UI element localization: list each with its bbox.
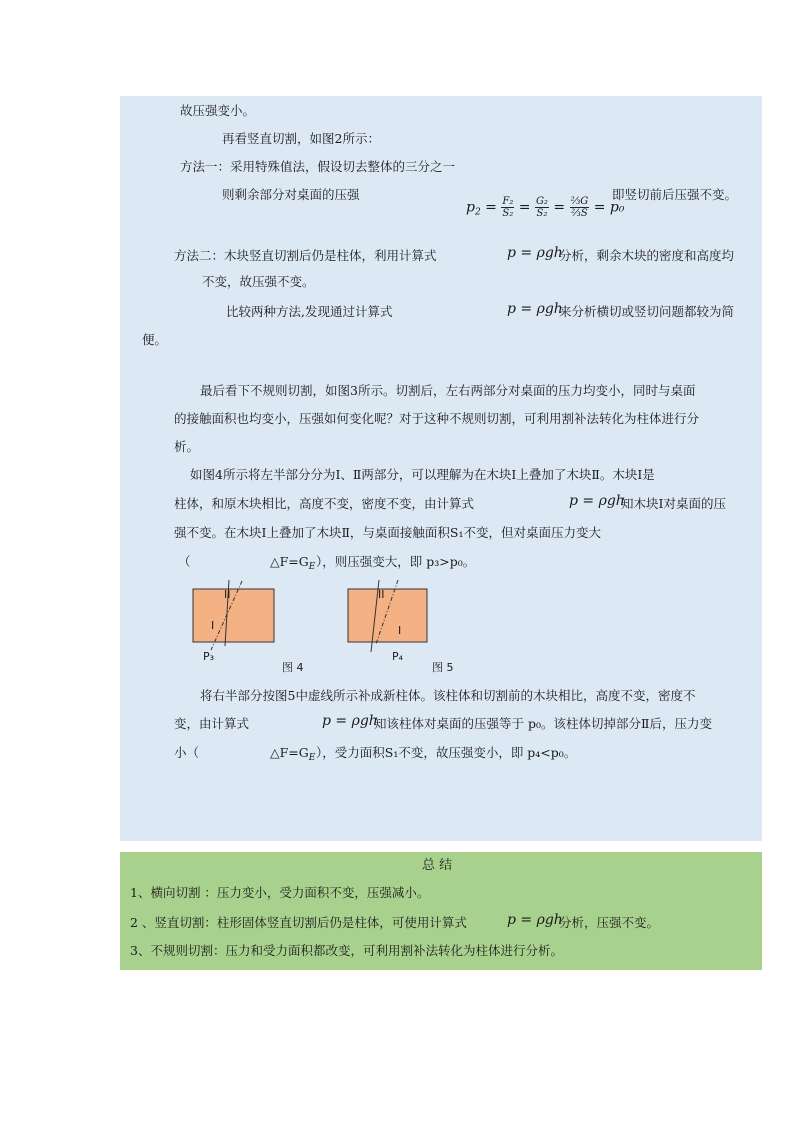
text-line: 方法二：木块竖直切割后仍是柱体，利用计算式: [174, 248, 437, 263]
label-p3: P₃: [203, 650, 215, 663]
text-line: 柱体，和原木块相比，高度不变，密度不变，由计算式: [174, 496, 475, 511]
block-fig5: [348, 589, 427, 642]
text-line: 故压强变小。: [180, 103, 256, 118]
figure-4-caption: 图 4: [282, 661, 304, 674]
formula-pgh: p = ρgℎ: [507, 912, 563, 928]
text-line: 即竖切前后压强不变。: [612, 187, 738, 202]
label-ii: II: [224, 588, 231, 601]
delta-f-expression: $\triangle F=G_E$: [270, 745, 316, 763]
text-line: 知该柱体对桌面的压强等于 p₀。该柱体切掉部分Ⅱ后，压力变: [374, 716, 712, 731]
text-line: 便。: [142, 332, 168, 347]
text-line: 将右半部分按图5中虚线所示补成新柱体。该柱体和切割前的木块相比，高度不变，密度不: [200, 688, 696, 703]
text-line: 小（: [174, 745, 200, 760]
text-line: 最后看下不规则切割，如图3所示。切割后，左右两部分对桌面的压力均变小，同时与桌面: [200, 383, 696, 398]
label-p4: P₄: [392, 650, 404, 663]
text-line: 方法一：采用特殊值法，假设切去整体的三分之一: [180, 159, 456, 174]
pressure-formula: $p_2$ = $\frac{\text{F₂}}{\text{S₂}}$ = $\frac{\text{G₂}}{\text{S₂}}$ = $\frac{\text{⅔G}}{\text{⅔S}}$ = p₀: [466, 196, 625, 219]
text-line: 知木块Ⅰ对桌面的压: [621, 496, 726, 511]
delta-f-expression: $\triangle F=G_E$: [270, 554, 316, 572]
text-line: 不变，故压强不变。: [202, 274, 315, 289]
summary-item: 1、横向切割 ：压力变小，受力面积不变，压强减小。: [130, 885, 430, 900]
summary-title: 总 结: [422, 858, 453, 873]
label-i: I: [398, 624, 402, 637]
text-line: 析。: [174, 439, 200, 454]
label-i: I: [211, 619, 215, 632]
text-line: 分析，剩余木块的密度和高度均: [559, 248, 735, 263]
text-line: ），则压强变大，即 p₃>p₀。: [316, 554, 476, 569]
text-line: 强不变。在木块Ⅰ上叠加了木块Ⅱ，与桌面接触面积S₁不变，但对桌面压力变大: [174, 525, 602, 540]
label-ii: II: [378, 588, 385, 601]
formula-pgh: p = ρgℎ: [507, 301, 563, 317]
text-line: 比较两种方法,发现通过计算式: [226, 304, 393, 319]
figure-5-caption: 图 5: [432, 661, 454, 674]
block-fig4: [193, 589, 274, 642]
text-line: 则剩余部分对桌面的压强: [222, 187, 360, 202]
text-line: （: [178, 554, 191, 569]
text-line: 的接触面积也均变小，压强如何变化呢？对于这种不规则切割，可利用割补法转化为柱体进行分: [174, 411, 700, 426]
formula-pgh: p = ρgh: [322, 713, 378, 729]
text-line: 再看竖直切割，如图2所示：: [222, 131, 380, 146]
summary-item: 分析，压强不变。: [559, 915, 660, 930]
text-line: ），受力面积S₁不变，故压强变小，即 p₄<p₀。: [316, 745, 577, 760]
text-line: 来分析横切或竖切问题都较为简: [559, 304, 735, 319]
summary-item: 3、不规则切割：压力和受力面积都改变，可利用割补法转化为柱体进行分析。: [130, 943, 563, 958]
formula-pgh: p = ρgh: [569, 493, 625, 509]
formula-pgh: p = ρgℎ: [507, 245, 563, 261]
text-line: 如图4所示将左半部分分为Ⅰ、Ⅱ两部分，可以理解为在木块Ⅰ上叠加了木块Ⅱ。木块Ⅰ是: [190, 467, 655, 482]
summary-item: 2 、竖直切割：柱形固体竖直切割后仍是柱体，可使用计算式: [130, 915, 467, 930]
text-line: 变，由计算式: [174, 716, 250, 731]
